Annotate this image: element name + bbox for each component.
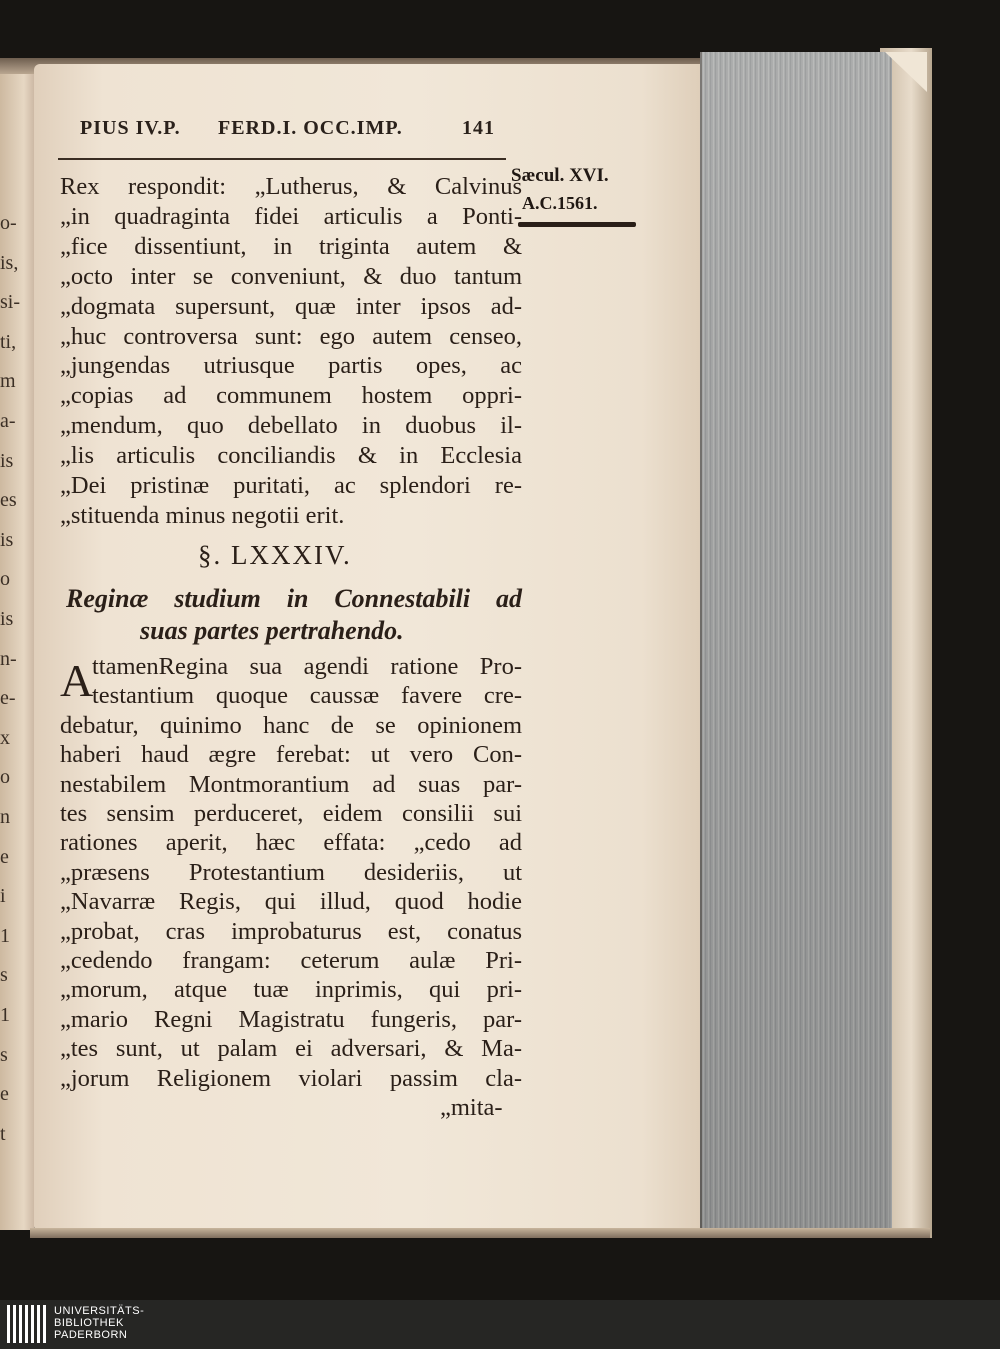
body-line: „dogmata supersunt, quæ inter ipsos ad- bbox=[60, 292, 522, 320]
facing-page-fragment: o bbox=[0, 568, 10, 591]
facing-page-fragment: is bbox=[0, 608, 14, 630]
facing-page-fragment: o- bbox=[0, 212, 17, 234]
body-line: „jungendas utriusque partis opes, ac bbox=[60, 352, 522, 380]
body-line: „cedendo frangam: ceterum aulæ Pri- bbox=[60, 947, 522, 974]
facing-page-fragment: s bbox=[0, 964, 8, 987]
body-line: „stituenda minus negotii erit. bbox=[60, 501, 345, 529]
body-line: „huc controversa sunt: ego autem censeo, bbox=[60, 322, 522, 350]
footer-line-3: PADERBORN bbox=[54, 1329, 128, 1341]
body-line: tes sensim perduceret, eidem consilii sui bbox=[60, 800, 522, 827]
facing-page-fragment: m bbox=[0, 370, 16, 393]
body-line: „lis articulis conciliandis & in Ecclesia bbox=[60, 442, 522, 470]
body-line: „Dei pristinæ puritati, ac splendori re- bbox=[60, 472, 522, 499]
facing-page-fragment: o bbox=[0, 766, 10, 789]
body-line: „fice dissentiunt, in triginta autem & bbox=[60, 232, 522, 260]
binding-bottom-edge bbox=[30, 1228, 930, 1238]
footer-line-2: BIBLIOTHEK bbox=[54, 1317, 124, 1329]
facing-page-fragment: is bbox=[0, 449, 14, 472]
margin-note-year: A.C.1561. bbox=[522, 193, 598, 213]
page-number: 141 bbox=[462, 117, 495, 139]
page-edges-shade bbox=[700, 52, 890, 1238]
facing-page-fragment: es bbox=[0, 489, 17, 512]
facing-page-fragment: is bbox=[0, 528, 14, 551]
running-head-left: PIUS IV.P. bbox=[80, 117, 181, 139]
footer-line-1: UNIVERSITÄTS- bbox=[54, 1305, 145, 1317]
body-line: „in quadraginta fidei articulis a Ponti- bbox=[60, 202, 522, 230]
running-head-middle: FERD.I. OCC.IMP. bbox=[218, 117, 403, 139]
catchword: „mita- bbox=[440, 1094, 503, 1121]
body-line: haberi haud ægre ferebat: ut vero Con- bbox=[60, 741, 522, 769]
body-line: „jorum Religionem violari passim cla- bbox=[60, 1064, 522, 1092]
body-line: ttamenRegina sua agendi ratione Pro- bbox=[92, 653, 522, 680]
facing-page-fragment: n- bbox=[0, 647, 17, 670]
body-line: „tes sunt, ut palam ei adversari, & Ma- bbox=[60, 1035, 522, 1063]
facing-page-fragment: t bbox=[0, 1122, 6, 1145]
facing-page-fragment: e bbox=[0, 845, 9, 868]
body-line: nestabilem Montmorantium ad suas par- bbox=[60, 770, 522, 798]
facing-page-fragment: n bbox=[0, 806, 10, 828]
body-line: „præsens Protestantium desideriis, ut bbox=[60, 858, 522, 886]
facing-page-fragment: i bbox=[0, 885, 6, 908]
facing-page-fragment: a- bbox=[0, 410, 16, 432]
facing-page-fragment: x bbox=[0, 726, 10, 749]
facing-page-fragment: e- bbox=[0, 687, 16, 710]
body-line: „mario Regni Magistratu fungeris, par- bbox=[60, 1005, 522, 1033]
drop-cap: A bbox=[60, 655, 94, 706]
body-line: „probat, cras improbaturus est, conatus bbox=[60, 917, 522, 945]
body-line: Rex respondit: „Lutherus, & Calvinus bbox=[60, 173, 522, 200]
facing-page-fragment: ti, bbox=[0, 330, 17, 353]
body-line: „mendum, quo debellato in duobus il- bbox=[60, 412, 522, 440]
header-rule bbox=[58, 158, 506, 160]
section-number: §. LXXXIV. bbox=[198, 540, 352, 570]
facing-page-fragment: 1 bbox=[0, 1004, 10, 1026]
section-title-line-1: Reginæ studium in Connestabili ad bbox=[66, 584, 522, 613]
body-line: debatur, quinimo hanc de se opinionem bbox=[60, 711, 522, 739]
facing-page-fragment: s bbox=[0, 1043, 8, 1066]
body-line: „copias ad communem hostem oppri- bbox=[60, 382, 522, 410]
section-title-line-2: suas partes pertrahendo. bbox=[140, 616, 404, 645]
facing-page-fragment: e bbox=[0, 1083, 9, 1106]
body-line: „octo inter se conveniunt, & duo tantum bbox=[60, 262, 522, 290]
body-line: rationes aperit, hæc effata: „cedo ad bbox=[60, 829, 522, 857]
library-footer bbox=[0, 1300, 1000, 1349]
body-line: „Navarræ Regis, qui illud, quod hodie bbox=[60, 888, 522, 916]
margin-note-rule bbox=[518, 222, 636, 227]
library-logo-icon bbox=[7, 1305, 47, 1343]
body-line: „morum, atque tuæ inprimis, qui pri- bbox=[60, 976, 522, 1004]
facing-page-fragment: si- bbox=[0, 291, 20, 314]
facing-page-fragment: is, bbox=[0, 251, 19, 274]
margin-note-century: Sæcul. XVI. bbox=[511, 165, 609, 186]
facing-page-fragment: 1 bbox=[0, 924, 10, 947]
body-line: testantium quoque caussæ favere cre- bbox=[92, 682, 522, 710]
cover-corner bbox=[885, 52, 927, 92]
